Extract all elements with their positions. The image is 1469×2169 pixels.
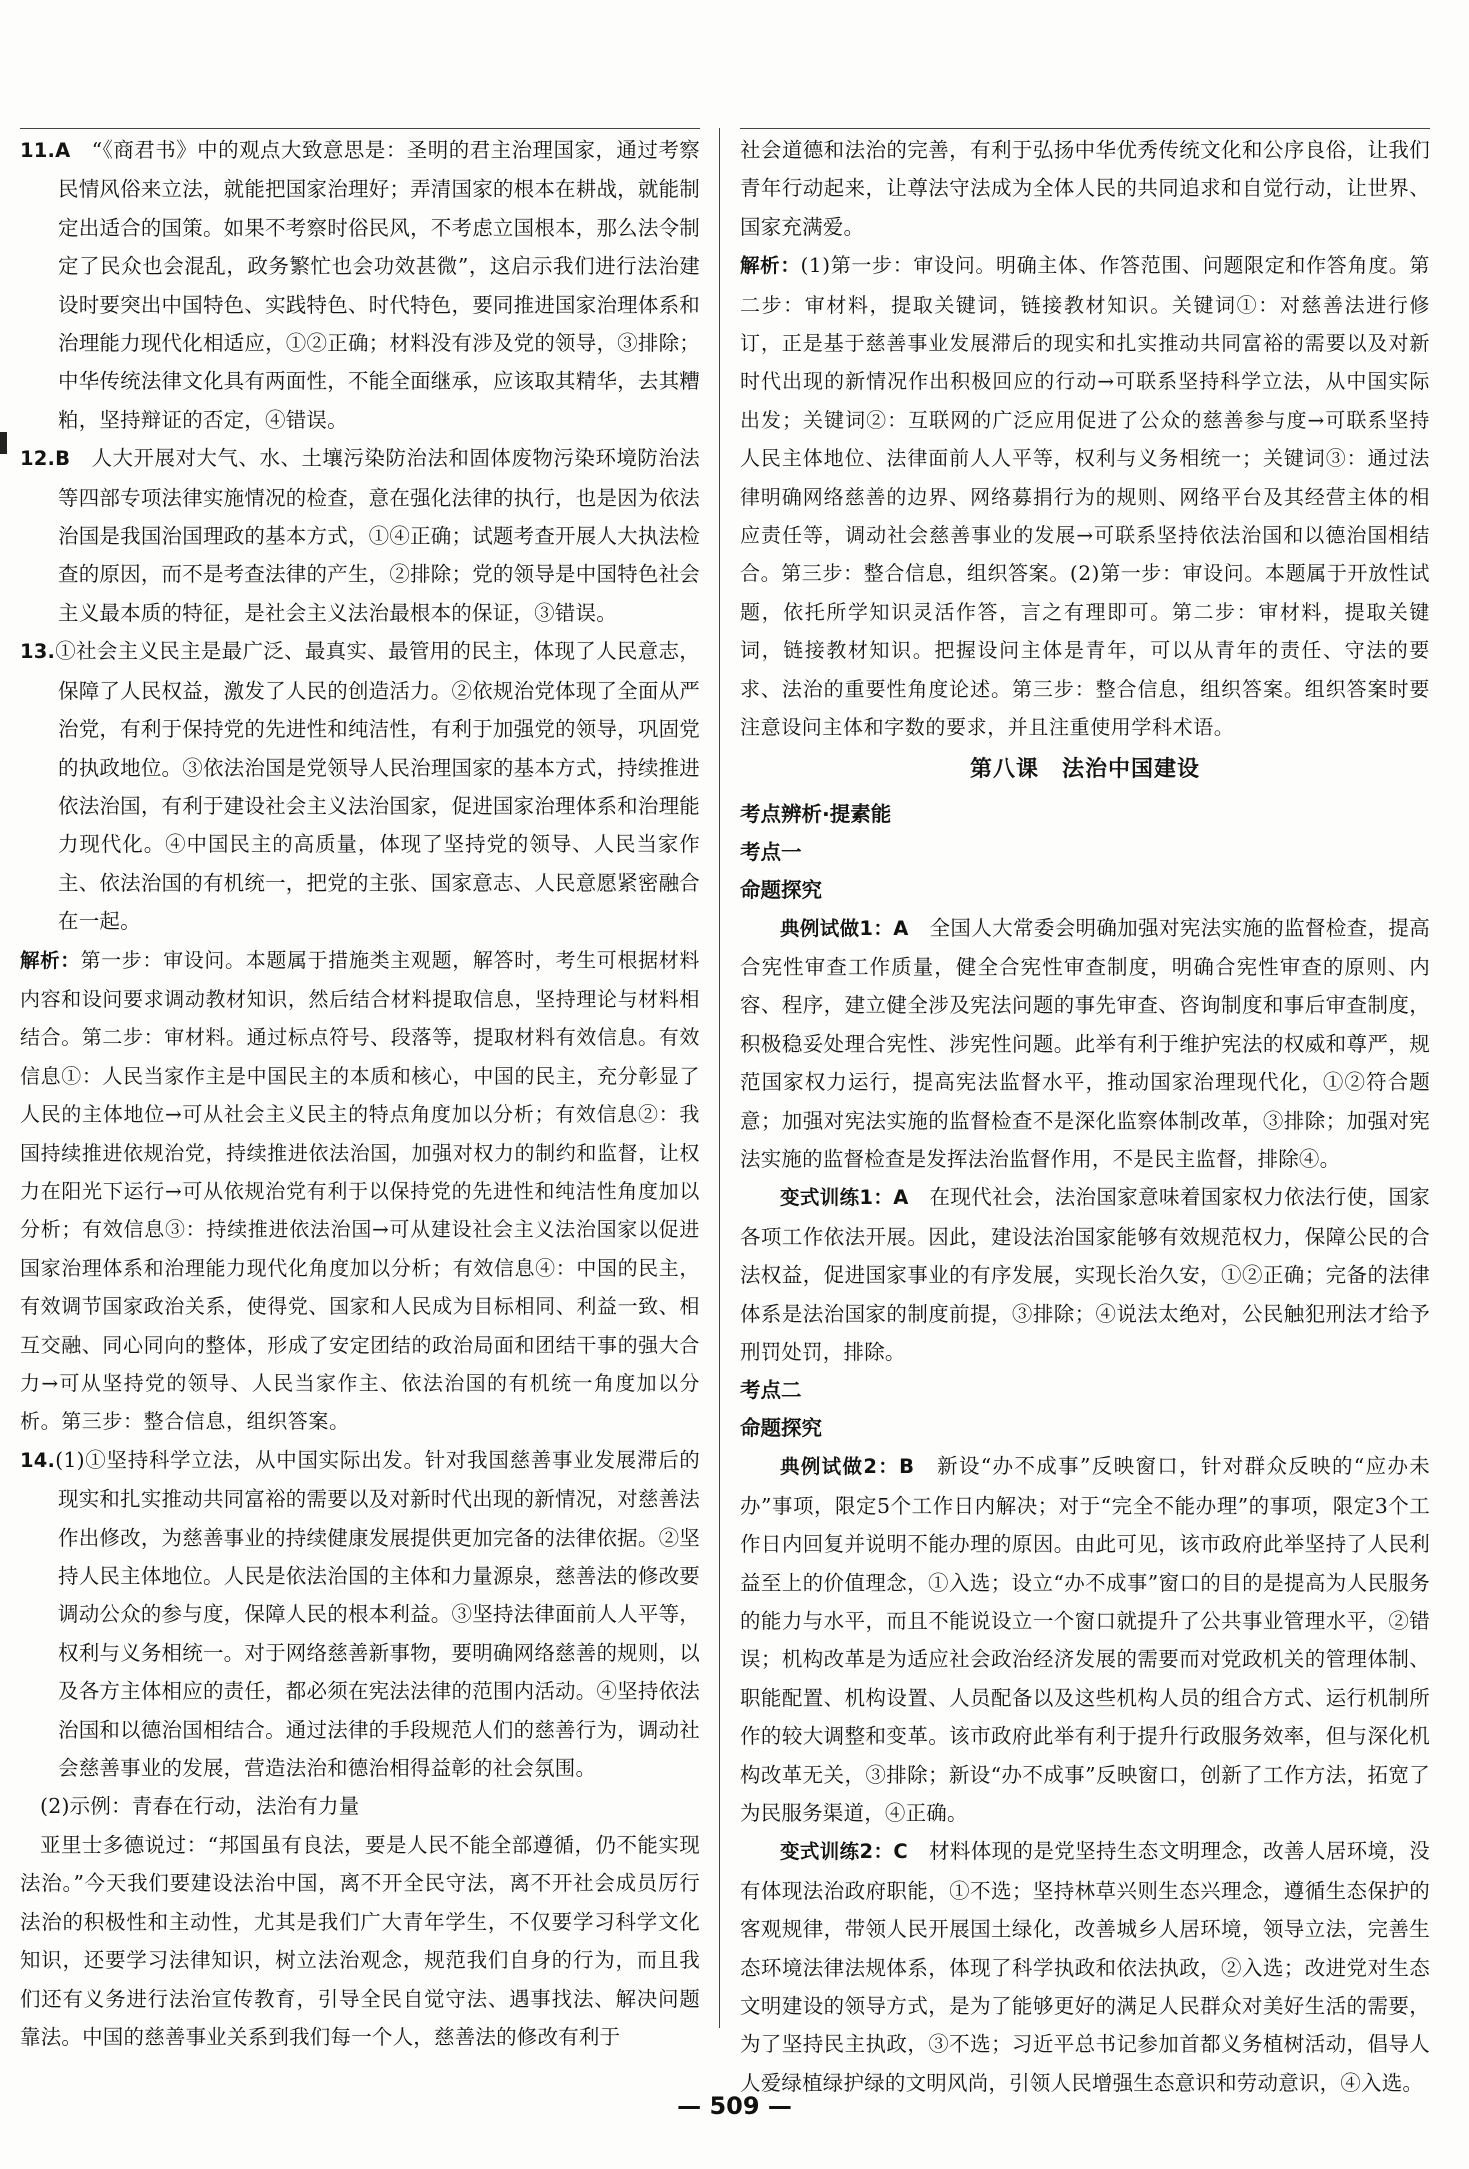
answer-paragraph	[20, 632, 700, 940]
section-heading: 命题探究	[740, 877, 822, 902]
section-heading: 命题探究	[740, 1416, 822, 1441]
answer-paragraph	[740, 909, 1430, 1179]
lesson-title: 第八课 法治中国建设	[969, 756, 1200, 782]
paragraph-text: 第一步：审设问。本题属于措施类主观题，解答时，考生可根据材料内容和设问要求调动教材知识，然后结合材料提取信息，坚持理论与材料相结合。第二步：审材料。通过标点符号、段落等，提取材料有效信息。有效信息①：人民当家作主是中国民主的本质和核心，中国的民主，充分彰显了人民的主体地位→可从社会主义民主的特点角度加以分析；有效信息②：我国持续推进依规治党，持续推进依法治国，加强对权力的制约和监督，让权力在阳光下运行→可从依规治党有利于以保持党的先进性和纯洁性角度加以分析；有效信息③：持续推进依法治国→可从建设社会主义法治国家以促进国家治理体系和治理能力现代化角度加以分析；有效信息④：中国的民主，有效调节国家政治关系，使得党、国家和人民成为目标相同、利益一致、相互交融、同心同向的整体，形成了安定团结的政治局面和团结干事的强大合力→可从坚持党的领导、人民当家作主、依法治国的有机统一角度加以分析。第三步：整合信息，组织答案。	[20, 947, 700, 1434]
paragraph-text: 新设“办不成事”反映窗口，针对群众反映的“应办未办”事项，限定5个工作日内解决；对于“完全不能办理”的事项，限定3个工作日内回复并说明不能办理的原因。由此可见，该市政府此举坚持了人民利益至上的价值理念，①入选；设立“办不成事”窗口的目的是提高为人民服务的能力与水平，而且不能说设立一个窗口就提升了公共事业管理水平，②错误；机构改革是为适应社会政治经济发展的需要而对党政机关的管理体制、职能配置、机构设置、人员配备以及这些机构人员的组合方式、运行机制所作的较大调整和变革。该市政府此举有利于提升行政服务效率，但与深化机构改革无关，③排除；新设“办不成事”反映窗口，创新了工作方法，拓宽了为民服务渠道，④正确。	[740, 1454, 1430, 1826]
item-label: 变式训练1：A	[780, 1186, 909, 1210]
paragraph-text: 材料体现的是党坚持生态文明理念，改善人居环境，没有体现法治政府职能，①不选；坚持林草兴则生态兴理念，遵循生态保护的客观规律，带领人民开展国土绿化，改善城乡人居环境，领导立法，完善生态环境法律法规体系，体现了科学执政和依法执政，②入选；改进党对生态文明建设的领导方式，是为了能够更好的满足人民群众对美好生活的需要，为了坚持民主执政，③不选；习近平总书记参加首都义务植树活动，倡导人人爱绿植绿护绿的文明风尚，引领人民增强生态意识和劳动意识，④入选。	[740, 1839, 1431, 2095]
answer-paragraph	[740, 1178, 1430, 1371]
section-heading: 考点一	[740, 839, 802, 864]
answer-paragraph	[740, 131, 1430, 246]
column-divider	[719, 128, 720, 2028]
right-column	[740, 131, 1430, 2102]
section-heading: 考点二	[740, 1378, 802, 1403]
answer-paragraph	[20, 1441, 700, 1788]
item-label: 典例试做1：A	[780, 916, 909, 940]
answer-paragraph	[740, 1447, 1430, 1832]
paragraph-text: 亚里士多德说过：“邦国虽有良法，要是人民不能全部遵循，仍不能实现法治。”今天我们要建设法治中国，离不开全民守法，离不开社会成员厉行法治的积极性和主动性，尤其是我们广大青年学生，不仅要学习科学文化知识，还要学习法律知识，树立法治观念，规范我们自身的行为，而且我们还有义务进行法治宣传教育，引导全民自觉守法、遇事找法、解决问题靠法。中国的慈善事业关系到我们每一个人，慈善法的修改有利于	[20, 1832, 700, 2049]
paragraph-text: 人大开展对大气、水、土壤污染防治法和固体废物污染环境防治法等四部专项法律实施情况的检查，意在强化法律的执行，也是因为依法治国是我国治国理政的基本方式，①④正确；试题考查开展人大执法检查的原因，而不是考查法律的产生，②排除；党的领导是中国特色社会主义最本质的特征，是社会主义法治最根本的保证，③错误。	[58, 446, 700, 625]
item-label: 变式训练2：C	[780, 1840, 908, 1864]
answer-paragraph	[20, 439, 700, 632]
item-label: 14.	[20, 1448, 56, 1472]
item-label: 解析：	[740, 254, 801, 278]
analysis-paragraph	[20, 941, 700, 1441]
answer-paragraph	[740, 1832, 1430, 2102]
paragraph-text: (1)第一步：审设问。明确主体、作答范围、问题限定和作答角度。第二步：审材料，提取关键词，链接教材知识。关键词①：对慈善法进行修订，正是基于慈善事业发展滞后的现实和扎实推动共同富裕的需要以及对新时代出现的新情况作出积极回应的行动→可联系坚持科学立法，从中国实际出发；关键词②：互联网的广泛应用促进了公众的慈善参与度→可联系坚持人民主体地位、法律面前人人平等，权利与义务相统一；关键词③：通过法律明确网络慈善的边界、网络募捐行为的规则、网络平台及其经营主体的相应责任等，调动社会慈善事业的发展→可联系坚持依法治国和以德治国相结合。第三步：整合信息，组织答案。(2)第一步：审设问。本题属于开放性试题，依托所学知识灵活作答，言之有理即可。第二步：审材料，提取关键词，链接教材知识。把握设问主体是青年，可以从青年的责任、守法的要求、法治的重要性角度论述。第三步：整合信息，组织答案。组织答案时要注意设问主体和字数的要求，并且注重使用学科术语。	[740, 253, 1430, 740]
paragraph-text: ①社会主义民主是最广泛、最真实、最管用的民主，体现了人民意志，保障了人民权益，激发了人民的创造活力。②依规治党体现了全面从严治党，有利于保持党的先进性和纯洁性，有利于加强党的领导，巩固党的执政地位。③依法治国是党领导人民治理国家的基本方式，持续推进依法治国，有利于建设社会主义法治国家，促进国家治理体系和治理能力现代化。④中国民主的高质量，体现了坚持党的领导、人民当家作主、依法治国的有机统一，把党的主张、国家意志、人民意愿紧密融合在一起。	[55, 639, 700, 934]
section-heading: 考点辨析·提素能	[740, 801, 892, 826]
answer-paragraph	[20, 131, 700, 439]
item-label: 典例试做2：B	[780, 1455, 915, 1479]
answer-paragraph	[20, 1826, 700, 2056]
right-column-top-rule	[740, 128, 1430, 129]
paragraph-text: 社会道德和法治的完善，有利于弘扬中华优秀传统文化和公序良俗，让我们青年行动起来，让尊法守法成为全体人民的共同追求和自觉行动，让世界、国家充满爱。	[740, 138, 1430, 239]
paragraph-text: 在现代社会，法治国家意味着国家权力依法行使，国家各项工作依法开展。因此，建设法治国家能够有效规范权力，保障公民的合法权益，促进国家事业的有序发展，实现长治久安，①②正确；完备的法律体系是法治国家的制度前提，③排除；④说法太绝对，公民触犯刑法才给予刑罚处罚，排除。	[740, 1185, 1430, 1364]
analysis-paragraph	[740, 246, 1430, 746]
left-column	[20, 131, 700, 2056]
paragraph-text: (2)示例：青春在行动，法治有力量	[40, 1794, 360, 1819]
paragraph-text: (1)①坚持科学立法，从中国实际出发。针对我国慈善事业发展滞后的现实和扎实推动共同富裕的需要以及对新时代出现的新情况，对慈善法作出修改，为慈善事业的持续健康发展提供更加完备的法律依据。②坚持人民主体地位。人民是依法治国的主体和力量源泉，慈善法的修改要调动公众的参与度，保障人民的根本利益。③坚持法律面前人人平等，权利与义务相统一。对于网络慈善新事物，要明确网络慈善的规则，以及各方主体相应的责任，都必须在宪法法律的范围内活动。④坚持依法治国和以德治国相结合。通过法律的手段规范人们的慈善行为，调动社会慈善事业的发展，营造法治和德治相得益彰的社会氛围。	[55, 1447, 700, 1781]
item-label: 11.A	[20, 139, 71, 162]
paragraph-text: 全国人大常委会明确加强对宪法实施的监督检查，提高合宪性审查工作质量，健全合宪性审查制度，明确合宪性审查的原则、内容、程序，建立健全涉及宪法问题的事先审查、咨询制度和事后审查制度，积极稳妥处理合宪性、涉宪性问题。此举有利于维护宪法的权威和尊严，规范国家权力运行，提高宪法监督水平，推动国家治理现代化，①②符合题意；加强对宪法实施的监督检查不是深化监察体制改革，③排除；加强对宪法实施的监督检查是发挥法治监督作用，不是民主监督，排除④。	[740, 915, 1430, 1171]
margin-marker	[0, 432, 7, 454]
item-label: 12.B	[20, 447, 71, 471]
paragraph-text: “《商君书》中的观点大致意思是：圣明的君主治理国家，通过考察民情风俗来立法，就能把国家治理好；弄清国家的根本在耕战，就能制定出适合的国策。如果不考察时俗民风，不考虑立国根本，那么法令制定了民众也会混乱，政务繁忙也会功效甚微”，这启示我们进行法治建设时要突出中国特色、实践特色、时代特色，要同推进国家治理体系和治理能力现代化相适应，①②正确；材料没有涉及党的领导，③排除；中华传统法律文化具有两面性，不能全面继承，应该取其精华，去其糟粕，坚持辩证的否定，④错误。	[58, 138, 700, 432]
left-column-top-rule	[20, 128, 700, 129]
answer-paragraph	[20, 1787, 700, 1825]
item-label: 13.	[20, 640, 56, 664]
page-number: — 509 —	[677, 2092, 792, 2120]
item-label: 解析：	[20, 948, 81, 972]
